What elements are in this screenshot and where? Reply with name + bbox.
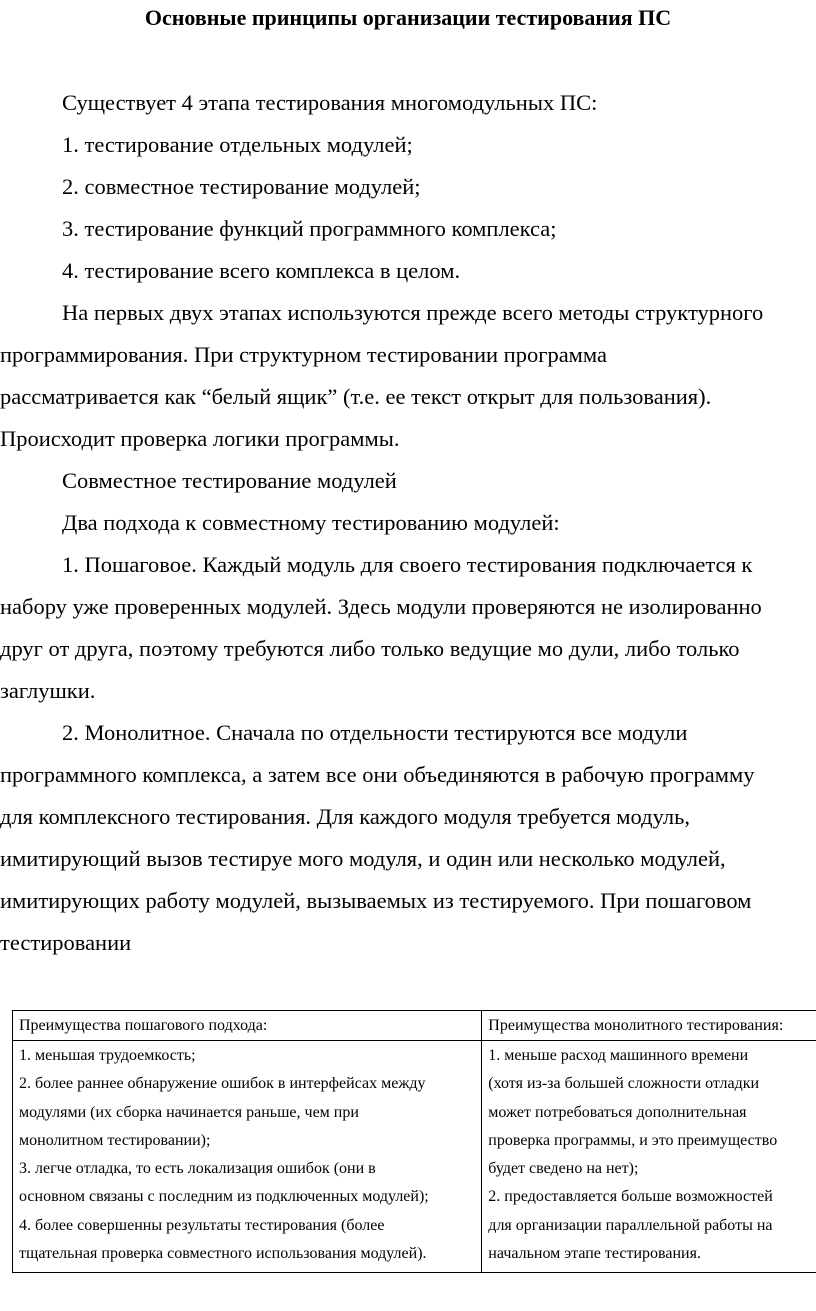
table-cell-line: 2. более раннее обнаружение ошибок в интерфейсах между	[19, 1075, 426, 1093]
text-line: программного комплекса, а затем все они объединяются в рабочую программу	[0, 762, 755, 787]
document-body	[0, 82, 816, 964]
text-line: Существует 4 этапа тестирования многомодульных ПС:	[62, 90, 598, 115]
text-line: На первых двух этапах используются прежде всего методы структурного	[62, 300, 764, 325]
text-line: 2. совместное тестирование модулей;	[62, 174, 421, 199]
stepwise-advantages-cell	[13, 1041, 482, 1273]
monolithic-advantages-cell	[482, 1041, 816, 1273]
table-cell-line: для организации параллельной работы на	[488, 1216, 773, 1234]
text-line: имитирующих работу модулей, вызываемых из тестируемого. При пошаговом	[0, 888, 752, 913]
table-cell-line: 1. меньше расход машинного времени	[488, 1047, 749, 1064]
text-line: рассматривается как “белый ящик” (т.е. ее текст открыт для пользования).	[0, 384, 712, 409]
text-line: заглушки.	[0, 678, 96, 703]
text-line: Происходит проверка логики программы.	[0, 426, 400, 451]
text-line: тестировании	[0, 930, 132, 955]
table-body-row	[13, 1041, 816, 1273]
table-cell-line: модулями (их сборка начинается раньше, чем при	[19, 1103, 359, 1121]
table-cell-line: начальном этапе тестирования.	[488, 1245, 701, 1263]
text-line: для комплексного тестирования. Для каждого модуля требуется модуль,	[0, 804, 690, 829]
text-line: друг от друга, поэтому требуются либо только ведущие мо дули, либо только	[0, 636, 740, 661]
text-line: 2. Монолитное. Сначала по отдельности тестируются все модули	[62, 720, 688, 745]
table-cell-line: 2. предоставляется больше возможностей	[488, 1188, 773, 1206]
table-cell-line: проверка программы, и это преимущество	[488, 1131, 778, 1149]
table-cell-line: 4. более совершенны результаты тестирования (более	[19, 1216, 385, 1234]
text-line: 1. Пошаговое. Каждый модуль для своего тестирования подключается к	[62, 552, 753, 577]
table-cell-line: будет сведено на нет);	[488, 1160, 639, 1178]
advantages-table	[12, 1010, 816, 1273]
text-line: 1. тестирование отдельных модулей;	[62, 132, 413, 157]
text-line: программирования. При структурном тестировании программа	[0, 342, 607, 367]
table-cell-line: (хотя из-за большей сложности отладки	[488, 1075, 760, 1093]
text-line: Два подхода к совместному тестированию модулей:	[62, 510, 560, 535]
text-line: имитирующий вызов тестируе мого модуля, и один или несколько модулей,	[0, 846, 726, 871]
table-cell-line: основном связаны с последним из подключенных модулей);	[19, 1188, 429, 1206]
text-line: 3. тестирование функций программного комплекса;	[62, 216, 557, 241]
text-line: набору уже проверенных модулей. Здесь модули проверяются не изолированно	[0, 594, 762, 619]
text-line: 4. тестирование всего комплекса в целом.	[62, 258, 461, 283]
table-cell-line: 3. легче отладка, то есть локализация ошибок (они в	[19, 1160, 376, 1178]
text-line: Совместное тестирование модулей	[62, 468, 397, 493]
header-stepwise-advantages: Преимущества пошагового подхода:	[13, 1011, 482, 1041]
document-title: Основные принципы организации тестирования ПС	[144, 5, 672, 30]
table-cell-line: может потребоваться дополнительная	[488, 1103, 747, 1121]
table-cell-line: тщательная проверка совместного использования модулей).	[19, 1245, 427, 1263]
table-header-row	[13, 1011, 816, 1041]
header-monolithic-advantages: Преимущества монолитного тестирования:	[482, 1011, 816, 1041]
table-cell-line: 1. меньшая трудоемкость;	[19, 1047, 196, 1064]
table-cell-line: монолитном тестировании);	[19, 1131, 211, 1149]
